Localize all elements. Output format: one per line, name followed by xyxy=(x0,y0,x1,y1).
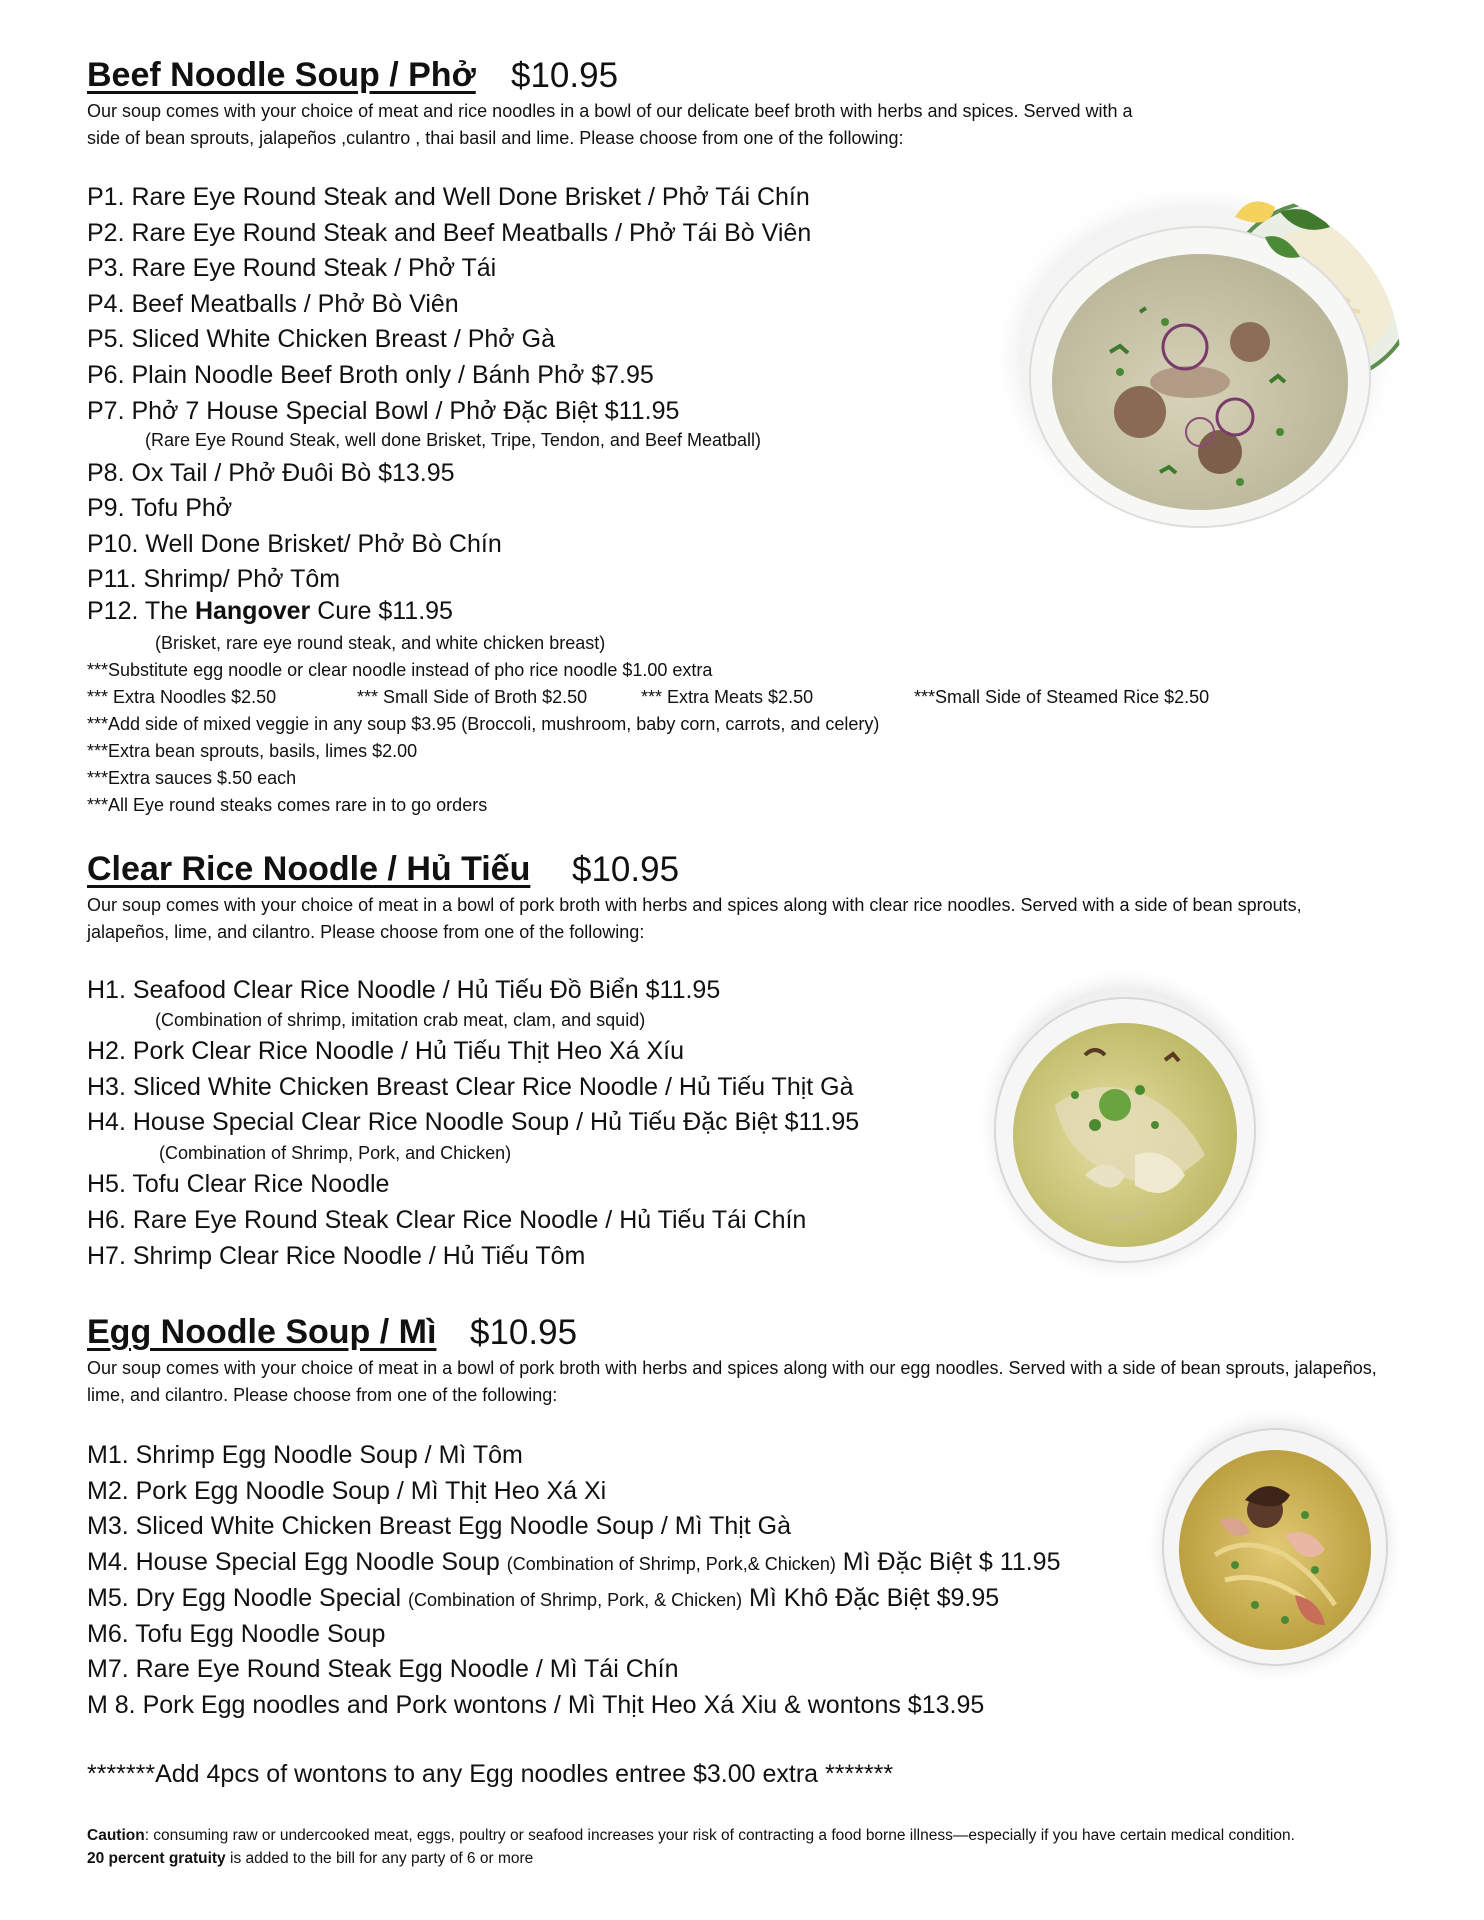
caution-label: Caution xyxy=(87,1827,145,1844)
hu-tieu-photo xyxy=(975,965,1275,1285)
hu-tieu-item-h5: H5. Tofu Clear Rice Noodle xyxy=(87,1170,390,1198)
caution-notice xyxy=(87,1827,1295,1845)
pho-item-p4: P4. Beef Meatballs / Phở Bò Viên xyxy=(87,290,459,318)
pho-p12-note: (Brisket, rare eye round steak, and white chicken breast) xyxy=(155,633,606,653)
p12-suffix: Cure $11.95 xyxy=(310,597,453,625)
pho-item-p7: P7. Phở 7 House Special Bowl / Phở Đặc Biệt $11.95 xyxy=(87,397,680,425)
mi-item-m3: M3. Sliced White Chicken Breast Egg Noodle Soup / Mì Thịt Gà xyxy=(87,1512,792,1540)
mi-item-m5 xyxy=(87,1584,999,1613)
hu-tieu-section-price: $10.95 xyxy=(572,850,680,889)
hu-tieu-section-title: Clear Rice Noodle / Hủ Tiếu xyxy=(87,850,531,888)
pho-item-p1: P1. Rare Eye Round Steak and Well Done Brisket / Phở Tái Chín xyxy=(87,183,810,211)
mi-item-m8: M 8. Pork Egg noodles and Pork wontons / Mì Thịt Heo Xá Xiu & wontons $13.95 xyxy=(87,1691,985,1719)
mi-item-m2: M2. Pork Egg Noodle Soup / Mì Thịt Heo Xá Xi xyxy=(87,1477,607,1505)
pho-p7-note: (Rare Eye Round Steak, well done Brisket, Tripe, Tendon, and Beef Meatball) xyxy=(145,430,762,450)
pho-extra-meats: *** Extra Meats $2.50 xyxy=(641,687,814,707)
pho-extra-rice: ***Small Side of Steamed Rice $2.50 xyxy=(914,687,1210,707)
gratuity-notice xyxy=(87,1850,533,1868)
caution-text: : consuming raw or undercooked meat, eggs, poultry or seafood increases your risk of contracting a food borne illness—especially if you have certain medical condition. xyxy=(144,1827,1295,1844)
pho-item-p11: P11. Shrimp/ Phở Tôm xyxy=(87,565,341,593)
m5-combination: (Combination of Shrimp, Pork, & Chicken) xyxy=(407,1590,743,1610)
gratuity-label: 20 percent gratuity xyxy=(87,1850,226,1867)
mi-section-description: Our soup comes with your choice of meat in a bowl of pork broth with herbs and spices along with our egg noodles. Served with a side of bean sprouts, jalapeños, lime, and cilantro. Please choose from one of the following: xyxy=(87,1358,1377,1405)
mi-section-title: Egg Noodle Soup / Mì xyxy=(87,1313,437,1351)
m4-name: M4. House Special Egg Noodle Soup xyxy=(87,1548,507,1576)
pho-section-title: Beef Noodle Soup / Phở xyxy=(87,56,476,94)
pho-item-p3: P3. Rare Eye Round Steak / Phở Tái xyxy=(87,254,497,282)
pho-item-p6: P6. Plain Noodle Beef Broth only / Bánh Phở $7.95 xyxy=(87,361,654,389)
hu-tieu-item-h7: H7. Shrimp Clear Rice Noodle / Hủ Tiếu Tôm xyxy=(87,1242,586,1270)
p12-prefix: P12. The xyxy=(87,597,195,625)
hu-tieu-section-description: Our soup comes with your choice of meat in a bowl of pork broth with herbs and spices along with clear rice noodles. Served with a side of bean sprouts, jalapeños, lime, and cilantro. Please choose from one of the following: xyxy=(87,895,1302,942)
pho-item-p10: P10. Well Done Brisket/ Phở Bò Chín xyxy=(87,530,502,558)
p12-bold: Hangover xyxy=(194,597,311,625)
mi-photo xyxy=(1145,1405,1405,1685)
hu-tieu-h1-note: (Combination of shrimp, imitation crab meat, clam, and squid) xyxy=(155,1010,646,1030)
m5-price: Mì Khô Đặc Biệt $9.95 xyxy=(742,1584,1000,1612)
mi-wonton-addon: *******Add 4pcs of wontons to any Egg noodles entree $3.00 extra ******* xyxy=(87,1760,894,1788)
hu-tieu-item-h1: H1. Seafood Clear Rice Noodle / Hủ Tiếu Đồ Biển $11.95 xyxy=(87,976,721,1004)
pho-section-description: Our soup comes with your choice of meat and rice noodles in a bowl of our delicate beef broth with herbs and spices. Served with a side of bean sprouts, jalapeños ,culantro , thai basil and lime. Please choose from one of the following: xyxy=(87,101,1133,148)
hu-tieu-item-h2: H2. Pork Clear Rice Noodle / Hủ Tiếu Thịt Heo Xá Xíu xyxy=(87,1037,685,1065)
gratuity-text: is added to the bill for any party of 6 or more xyxy=(225,1850,534,1867)
pho-item-p5: P5. Sliced White Chicken Breast / Phở Gà xyxy=(87,325,555,353)
hu-tieu-item-h6: H6. Rare Eye Round Steak Clear Rice Noodle / Hủ Tiếu Tái Chín xyxy=(87,1206,807,1234)
pho-extra-noodles: *** Extra Noodles $2.50 xyxy=(87,687,277,707)
m4-combination: (Combination of Shrimp, Pork,& Chicken) xyxy=(506,1554,836,1574)
mi-section-price: $10.95 xyxy=(470,1313,578,1352)
pho-extra-broth: *** Small Side of Broth $2.50 xyxy=(357,687,588,707)
hu-tieu-item-h3: H3. Sliced White Chicken Breast Clear Rice Noodle / Hủ Tiếu Thịt Gà xyxy=(87,1073,854,1101)
mi-item-m4 xyxy=(87,1548,1060,1577)
hu-tieu-item-h4: H4. House Special Clear Rice Noodle Soup / Hủ Tiếu Đặc Biệt $11.95 xyxy=(87,1108,860,1136)
pho-note-veggie: ***Add side of mixed veggie in any soup $3.95 (Broccoli, mushroom, baby corn, carrots, and celery) xyxy=(87,714,880,734)
pho-note-bean-sprouts: ***Extra bean sprouts, basils, limes $2.00 xyxy=(87,741,418,761)
m4-price: Mì Đặc Biệt $ 11.95 xyxy=(835,1548,1061,1576)
hu-tieu-h4-note: (Combination of Shrimp, Pork, and Chicken) xyxy=(159,1143,512,1163)
pho-item-p2: P2. Rare Eye Round Steak and Beef Meatballs / Phở Tái Bò Viên xyxy=(87,219,812,247)
mi-item-m7: M7. Rare Eye Round Steak Egg Noodle / Mì Tái Chín xyxy=(87,1655,679,1683)
pho-note-substitute: ***Substitute egg noodle or clear noodle instead of pho rice noodle $1.00 extra xyxy=(87,660,713,680)
pho-note-sauces: ***Extra sauces $.50 each xyxy=(87,768,297,788)
pho-note-rare: ***All Eye round steaks comes rare in to go orders xyxy=(87,795,488,815)
mi-item-m6: M6. Tofu Egg Noodle Soup xyxy=(87,1620,386,1648)
pho-section-price: $10.95 xyxy=(511,56,619,95)
pho-item-p8: P8. Ox Tail / Phở Đuôi Bò $13.95 xyxy=(87,459,455,487)
pho-item-p9: P9. Tofu Phở xyxy=(87,494,233,522)
mi-item-m1: M1. Shrimp Egg Noodle Soup / Mì Tôm xyxy=(87,1441,523,1469)
m5-name: M5. Dry Egg Noodle Special xyxy=(87,1584,408,1612)
pho-item-p12 xyxy=(87,597,453,626)
pho-photo xyxy=(990,182,1400,532)
